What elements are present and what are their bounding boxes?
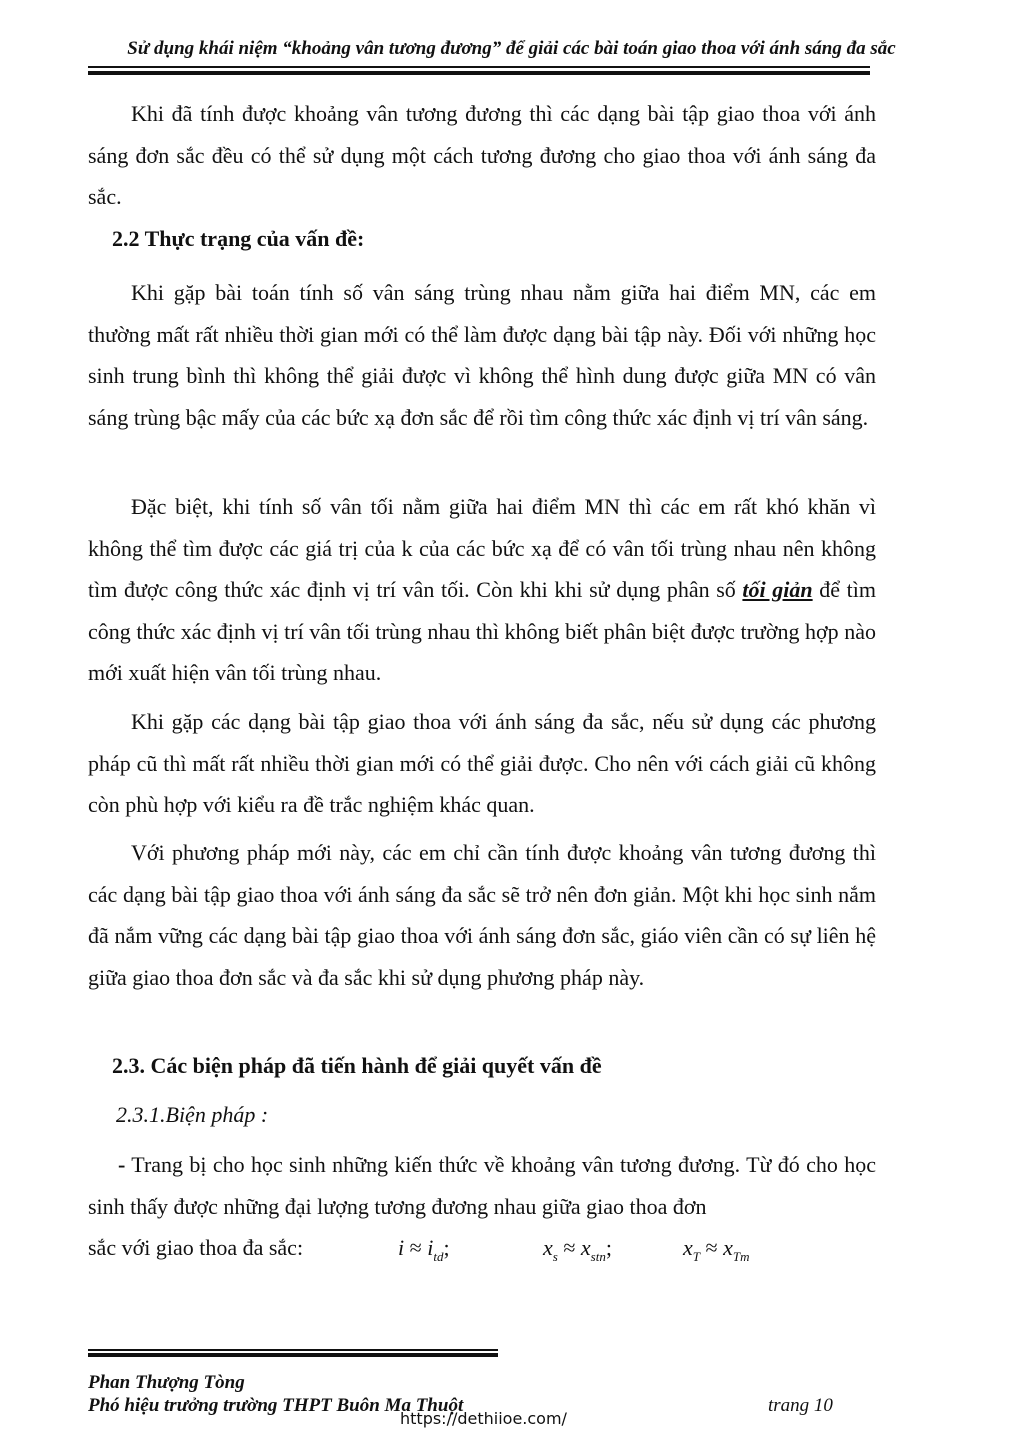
section-heading-2-2: 2.2 Thực trạng của vấn đề:	[112, 226, 365, 251]
paragraph-dark-fringes	[88, 486, 876, 694]
list-dash: -	[118, 1152, 126, 1177]
page-header-title: Sử dụng khái niệm “khoảng vân tương đương” để giải các bài toán giao thoa với ánh sáng đa sắc	[127, 38, 896, 59]
equation-dark-position	[683, 1235, 749, 1265]
section-heading-2-3: 2.3. Các biện pháp đã tiến hành để giải quyết vấn đề	[112, 1053, 602, 1078]
subsection-heading-2-3-1: 2.3.1.Biện pháp :	[116, 1102, 269, 1127]
paragraph-new-method: Với phương pháp mới này, các em chỉ cần tính được khoảng vân tương đương thì các dạng bài tập giao thoa với ánh sáng đa sắc sẽ trở nên đơn giản. Một khi học sinh nắm đã nắm vững các dạng bài tập giao thoa với ánh sáng đơn sắc, giáo viên cần có sự liên hệ giữa giao thoa đơn sắc và đa sắc khi sử dụng phương pháp này.	[88, 840, 876, 990]
eq3-lhs: x	[683, 1235, 693, 1260]
paragraph-measures-text: Trang bị cho học sinh những kiến thức về khoảng vân tương đương. Từ đó cho học sinh thấy được những đại lượng tương đương nhau giữa giao thoa đơn	[88, 1152, 876, 1219]
eq1-op: ≈	[409, 1235, 422, 1260]
paragraph-intro: Khi đã tính được khoảng vân tương đương thì các dạng bài tập giao thoa với ánh sáng đơn sắc đều có thể sử dụng một cách tương đương cho giao thoa với ánh sáng đa sắc.	[88, 101, 876, 209]
equations-label: sắc với giao thoa đa sắc:	[88, 1235, 304, 1260]
eq1-sep: ;	[443, 1235, 450, 1260]
eq2-lhs: x	[543, 1235, 553, 1260]
eq2-lhs-sub: s	[552, 1249, 558, 1264]
equation-bright-position	[543, 1235, 612, 1265]
footer-rule-thin	[88, 1349, 498, 1351]
eq2-rhs-sub: stn	[590, 1249, 606, 1264]
source-url: https://dethiioe.com/	[400, 1409, 567, 1428]
eq1-lhs: i	[398, 1235, 405, 1260]
header-rule-thin	[88, 66, 870, 68]
eq2-sep: ;	[605, 1235, 612, 1260]
equation-fringe-width	[398, 1235, 450, 1265]
page-number: trang 10	[768, 1395, 833, 1416]
eq2-op: ≈	[563, 1235, 576, 1260]
paragraph-old-methods: Khi gặp các dạng bài tập giao thoa với ánh sáng đa sắc, nếu sử dụng các phương pháp cũ thì mất rất nhiều thời gian mới có thể giải được. Cho nên với cách giải cũ không còn phù hợp với kiểu ra đề trắc nghiệm khác quan.	[88, 709, 876, 817]
header-rule-thick	[88, 71, 870, 75]
eq3-rhs-sub: Tm	[732, 1249, 750, 1264]
paragraph-dark-fringes-text-2: để tìm công thức xác định vị trí vân tối trùng nhau thì không biết phân biệt được trường hợp nào mới xuất hiện vân tối trùng nhau.	[88, 577, 876, 685]
eq1-rhs-sub: td	[433, 1249, 444, 1264]
footer-author: Phan Thượng Tòng	[88, 1372, 245, 1393]
footer-position: Phó hiệu trưởng trường THPT Buôn Ma Thuột	[88, 1395, 464, 1416]
paragraph-dark-fringes-text-1: Đặc biệt, khi tính số vân tối nằm giữa hai điểm MN thì các em rất khó khăn vì không thể tìm được các giá trị của k của các bức xạ để có vân tối trùng nhau nên không tìm được công thức xác định vị trí vân tối. Còn khi khi sử dụng phân số	[88, 494, 876, 602]
eq2-rhs: x	[580, 1235, 591, 1260]
paragraph-bright-fringes: Khi gặp bài toán tính số vân sáng trùng nhau nằm giữa hai điểm MN, các em thường mất rất nhiều thời gian mới có thể làm được dạng bài tập này. Đối với những học sinh trung bình thì không thể giải được vì không thể hình dung được giữa MN có vân sáng trùng bậc mấy của các bức xạ đơn sắc để rồi tìm công thức xác định vị trí vân sáng.	[88, 280, 876, 430]
emphasis-irreducible: tối giản	[742, 577, 813, 602]
eq3-lhs-sub: T	[692, 1249, 700, 1264]
paragraph-measures	[88, 1144, 876, 1227]
footer-rule-thick	[88, 1353, 498, 1357]
eq3-op: ≈	[705, 1235, 718, 1260]
eq1-rhs: i	[427, 1235, 434, 1260]
eq3-rhs: x	[723, 1235, 733, 1260]
